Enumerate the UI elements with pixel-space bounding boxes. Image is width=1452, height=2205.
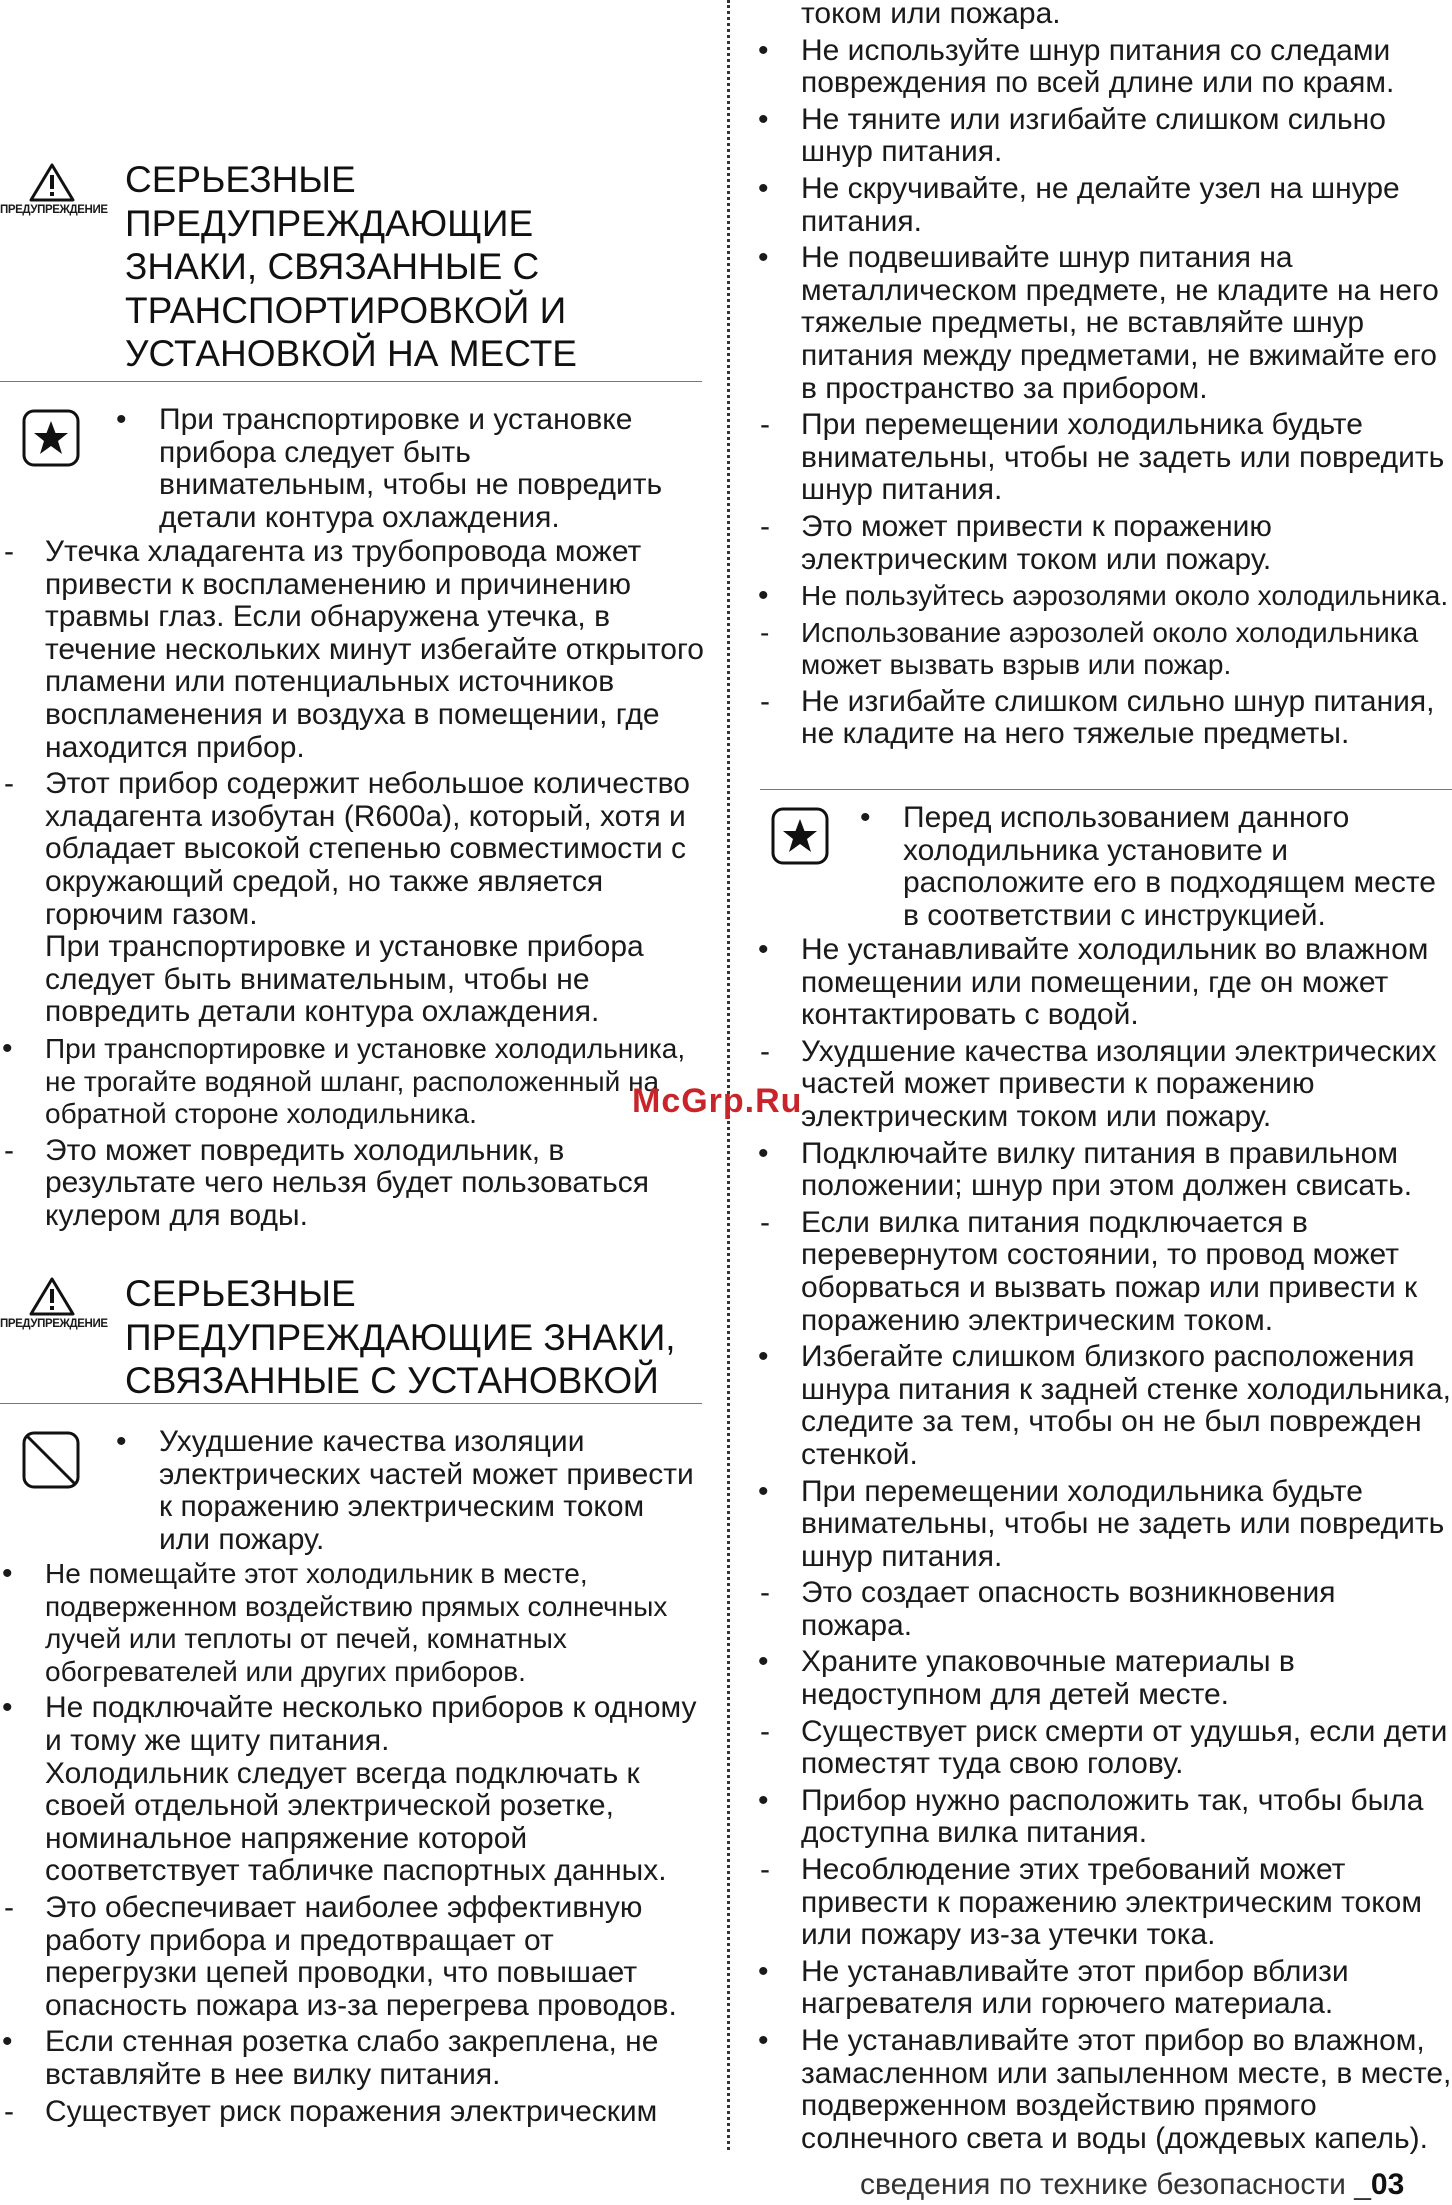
page-number: 03 bbox=[1370, 2168, 1405, 2201]
title-line: СВЯЗАННЫЕ С УСТАНОВКОЙ bbox=[125, 1360, 659, 1401]
section1-list bbox=[0, 536, 704, 1232]
list-item: • Не устанавливайте этот прибор во влажном, замасленном или запыленном месте, в месте, подверженном воздействию прямого солнечного света и воды (дождевых капель). bbox=[756, 2025, 1452, 2155]
list-item: - Несоблюдение этих требований может привести к поражению электрическим током или пожару из-за утечки тока. bbox=[756, 1854, 1452, 1952]
list-item: - Использование аэрозолей около холодильника может вызвать взрыв или пожар. bbox=[756, 617, 1452, 682]
list-item: • Не пользуйтесь аэрозолями около холодильника. bbox=[756, 580, 1452, 613]
warning-triangle-icon bbox=[29, 162, 75, 202]
section1-rule bbox=[0, 381, 702, 382]
title-line: ЗНАКИ, СВЯЗАННЫЕ С bbox=[125, 246, 540, 287]
title-line: СЕРЬЕЗНЫЕ bbox=[125, 159, 356, 200]
warning-label: ПРЕДУПРЕЖДЕНИЕ bbox=[0, 1318, 108, 1330]
list-item: • Не подключайте несколько приборов к одному и тому же щиту питания. bbox=[0, 1692, 704, 1757]
list-item: • Не устанавливайте холодильник во влажном помещении или помещении, где он может контактировать с водой. bbox=[756, 934, 1452, 1032]
right-note bbox=[858, 802, 1452, 932]
warning-badge-1 bbox=[0, 162, 108, 216]
no-disassembly-icon bbox=[21, 1430, 81, 1490]
footer-text: сведения по технике безопасности _ bbox=[860, 2168, 1371, 2201]
title-line: ПРЕДУПРЕЖДАЮЩИЕ bbox=[125, 202, 534, 244]
list-item: - При перемещении холодильника будьте внимательны, чтобы не задеть или повредить шнур питания. bbox=[756, 409, 1452, 507]
right-list-top bbox=[756, 0, 1452, 751]
list-item: - Это создает опасность возникновения пожара. bbox=[756, 1577, 1452, 1642]
list-item: • При транспортировке и установке холодильника, не трогайте водяной шланг, расположенный на обратной стороне холодильника. bbox=[0, 1033, 704, 1131]
title-line: ТРАНСПОРТИРОВКОЙ И bbox=[125, 289, 567, 331]
title-line: УСТАНОВКОЙ НА МЕСТЕ bbox=[125, 333, 577, 374]
list-item: - Это обеспечивает наиболее эффективную работу прибора и предотвращает от перегрузки цепей проводки, что повышает опасность пожара из-за перегрева проводов. bbox=[0, 1892, 704, 2022]
star-note-icon bbox=[770, 806, 830, 866]
list-item: • Избегайте слишком близкого расположения шнура питания к задней стенке холодильника, следите за тем, чтобы он не был поврежден стенкой. bbox=[756, 1341, 1452, 1471]
star-note-icon bbox=[21, 408, 81, 468]
list-item: - Ухудшение качества изоляции электрических частей может привести к поражению электрическим током или пожару. bbox=[756, 1036, 1452, 1134]
list-item: • Не устанавливайте этот прибор вблизи нагревателя или горючего материала. bbox=[756, 1956, 1452, 2021]
list-item: - Не изгибайте слишком сильно шнур питания, не кладите на него тяжелые предметы. bbox=[756, 686, 1452, 751]
list-item: током или пожара. bbox=[801, 0, 1061, 30]
list-item: • Прибор нужно расположить так, чтобы была доступна вилка питания. bbox=[756, 1785, 1452, 1850]
page-footer bbox=[860, 2168, 1404, 2202]
list-item: - Этот прибор содержит небольшое количество хладагента изобутан (R600a), который, хотя и обладает высокой степенью совместимости с окружающий средой, но также является горючим газом. bbox=[0, 768, 704, 931]
column-divider bbox=[727, 0, 730, 2150]
list-item: - Утечка хладагента из трубопровода может привести к воспламенению и причинению травмы глаз. Если обнаружена утечка, в течение нескольких минут избегайте открытого пламени или потенциальных источников воспламенения и воздуха в помещении, где находится прибор. bbox=[0, 536, 704, 764]
list-item: Холодильник следует всегда подключать к своей отдельной электрической розетке, номинальное напряжение которой соответствует табличке паспортных данных. bbox=[45, 1756, 667, 1888]
watermark: McGrp.Ru bbox=[632, 1082, 803, 1120]
section1-title bbox=[125, 158, 577, 376]
section1-note bbox=[114, 404, 694, 534]
warning-label: ПРЕДУПРЕЖДЕНИЕ bbox=[0, 204, 108, 216]
list-item: • При перемещении холодильника будьте внимательны, чтобы не задеть или повредить шнур питания. bbox=[756, 1476, 1452, 1574]
right-list-bottom bbox=[756, 934, 1452, 2155]
list-item: - Существует риск поражения электрическим bbox=[0, 2096, 704, 2129]
title-line: СЕРЬЕЗНЫЕ bbox=[125, 1273, 356, 1314]
section2-list bbox=[0, 1558, 704, 2128]
list-item: • Подключайте вилку питания в правильном положении; шнур при этом должен свисать. bbox=[756, 1138, 1452, 1203]
list-item: • Если стенная розетка слабо закреплена, не вставляйте в нее вилку питания. bbox=[0, 2026, 704, 2091]
list-item: При транспортировке и установке прибора следует быть внимательным, чтобы не повредить детали контура охлаждения. bbox=[45, 930, 644, 1029]
list-item: • Не подвешивайте шнур питания на металлическом предмете, не кладите на него тяжелые предметы, не вставляйте шнур питания между предметами, не вжимайте его в пространство за прибором. bbox=[756, 242, 1452, 405]
list-item: • Не скручивайте, не делайте узел на шнуре питания. bbox=[756, 173, 1452, 238]
list-item: • Не используйте шнур питания со следами повреждения по всей длине или по краям. bbox=[756, 35, 1452, 100]
warning-badge-2 bbox=[0, 1276, 108, 1330]
section2-note bbox=[114, 1426, 694, 1556]
note-text: • Ухудшение качества изоляции электрических частей может привести к поражению электрическим током или пожару. bbox=[114, 1426, 694, 1556]
section2-rule bbox=[0, 1403, 702, 1404]
list-item: • Не тяните или изгибайте слишком сильно шнур питания. bbox=[756, 104, 1452, 169]
list-item: - Это может привести к поражению электрическим током или пожару. bbox=[756, 511, 1452, 576]
title-line: ПРЕДУПРЕЖДАЮЩИЕ ЗНАКИ, bbox=[125, 1316, 676, 1358]
right-rule bbox=[760, 789, 1452, 790]
list-item: - Существует риск смерти от удушья, если дети поместят туда свою голову. bbox=[756, 1716, 1452, 1781]
list-item: - Если вилка питания подключается в перевернутом состоянии, то провод может оборваться и вызвать пожар или привести к поражению электрическим током. bbox=[756, 1207, 1452, 1337]
list-item: • Не помещайте этот холодильник в месте, подверженном воздействию прямых солнечных лучей или теплоты от печей, комнатных обогревателей или других приборов. bbox=[0, 1558, 704, 1688]
note-text: • Перед использованием данного холодильника установите и расположите его в подходящем месте в соответствии с инструкцией. bbox=[858, 802, 1452, 932]
list-item: • Храните упаковочные материалы в недоступном для детей месте. bbox=[756, 1646, 1452, 1711]
warning-triangle-icon bbox=[29, 1276, 75, 1316]
section2-title bbox=[125, 1272, 676, 1403]
note-text: • При транспортировке и установке прибора следует быть внимательным, чтобы не повредить детали контура охлаждения. bbox=[114, 404, 694, 534]
list-item: - Это может повредить холодильник, в результате чего нельзя будет пользоваться кулером для воды. bbox=[0, 1135, 704, 1233]
